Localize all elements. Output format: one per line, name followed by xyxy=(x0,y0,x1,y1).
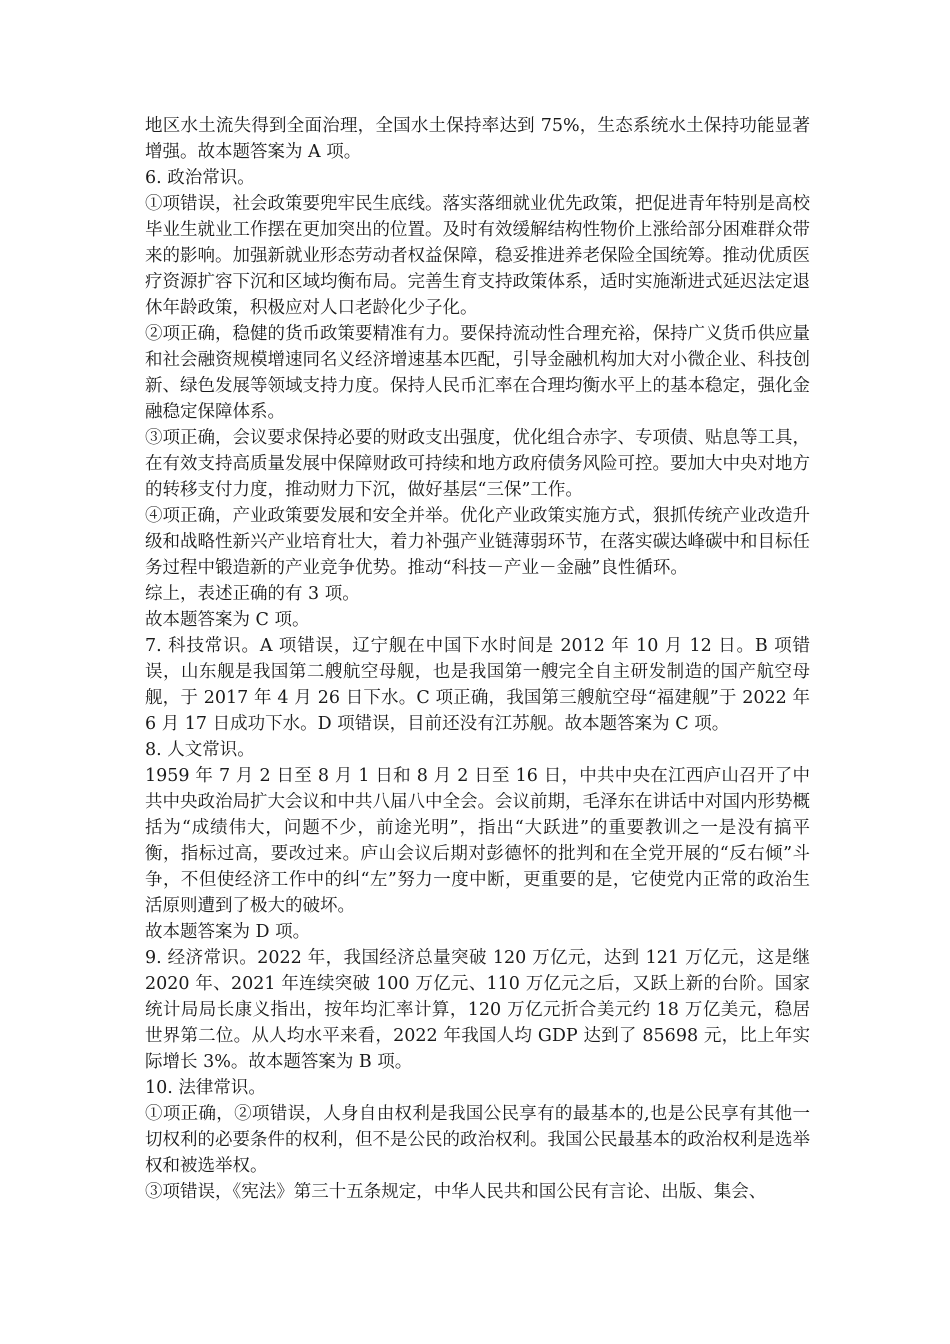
paragraph-soil-conservation: 地区水土流失得到全面治理，全国水土保持率达到 75%，生态系统水土保持功能显著增强。故本题答案为 A 项。 xyxy=(145,116,810,162)
paragraph-q6-summary: 综上，表述正确的有 3 项。 xyxy=(145,584,360,604)
heading-q8-humanities: 8. 人文常识。 xyxy=(145,740,255,760)
paragraph-q10-item3: ③项错误，《宪法》第三十五条规定，中华人民共和国公民有言论、出版、集会、 xyxy=(145,1182,767,1202)
paragraph-q7-technology: 7. 科技常识。A 项错误，辽宁舰在中国下水时间是 2012 年 10 月 12 日。B 项错误，山东舰是我国第二艘航空母舰，也是我国第一艘完全自主研发制造的国产航空母舰，于 2017 年 4 月 26 日下水。C 项正确，我国第三艘航空母“福建舰”于 2022 年 6 月 17 日成功下水。D 项错误，目前还没有江苏舰。故本题答案为 C 项。 xyxy=(145,636,810,734)
paragraph-q6-item1: ①项错误，社会政策要兜牢民生底线。落实落细就业优先政策，把促进青年特别是高校毕业生就业工作摆在更加突出的位置。及时有效缓解结构性物价上涨给部分困难群众带来的影响。加强新就业形态劳动者权益保障，稳妥推进养老保险全国统筹。推动优质医疗资源扩容下沉和区域均衡布局。完善生育支持政策体系，适时实施渐进式延迟法定退休年龄政策，积极应对人口老龄化少子化。 xyxy=(145,194,810,318)
paragraph-q8-answer: 故本题答案为 D 项。 xyxy=(145,922,311,942)
heading-q10-law: 10. 法律常识。 xyxy=(145,1078,266,1098)
paragraph-q8-lushan: 1959 年 7 月 2 日至 8 月 1 日和 8 月 2 日至 16 日，中共中央在江西庐山召开了中共中央政治局扩大会议和中共八届八中全会。会议前期，毛泽东在讲话中对国内形势概括为“成绩伟大，问题不少，前途光明”，指出“大跃进”的重要教训之一是没有搞平衡，指标过高，要改过来。庐山会议后期对彭德怀的批判和在全党开展的“反右倾”斗争，不但使经济工作中的纠“左”努力一度中断，更重要的是，它使党内正常的政治生活原则遭到了极大的破坏。 xyxy=(145,766,810,916)
document-page xyxy=(145,113,810,1205)
paragraph-q6-item3: ③项正确，会议要求保持必要的财政支出强度，优化组合赤字、专项债、贴息等工具，在有效支持高质量发展中保障财政可持续和地方政府债务风险可控。要加大中央对地方的转移支付力度，推动财力下沉，做好基层“三保”工作。 xyxy=(145,428,810,500)
heading-q6-politics: 6. 政治常识。 xyxy=(145,168,255,188)
paragraph-q6-item4: ④项正确，产业政策要发展和安全并举。优化产业政策实施方式，狠抓传统产业改造升级和战略性新兴产业培育壮大，着力补强产业链薄弱环节，在落实碳达峰碳中和目标任务过程中锻造新的产业竞争优势。推动“科技－产业－金融”良性循环。 xyxy=(145,506,810,578)
paragraph-q6-item2: ②项正确，稳健的货币政策要精准有力。要保持流动性合理充裕，保持广义货币供应量和社会融资规模增速同名义经济增速基本匹配，引导金融机构加大对小微企业、科技创新、绿色发展等领域支持力度。保持人民币汇率在合理均衡水平上的基本稳定，强化金融稳定保障体系。 xyxy=(145,324,810,422)
paragraph-q9-economy: 9. 经济常识。2022 年，我国经济总量突破 120 万亿元，达到 121 万亿元，这是继 2020 年、2021 年连续突破 100 万亿元、110 万亿元之后，又跃上新的台阶。国家统计局局长康义指出，按年均汇率计算，120 万亿元折合美元约 18 万亿美元，稳居世界第二位。从人均水平来看，2022 年我国人均 GDP 达到了 85698 元，比上年实际增长 3%。故本题答案为 B 项。 xyxy=(145,948,810,1072)
paragraph-q6-answer: 故本题答案为 C 项。 xyxy=(145,610,310,630)
paragraph-q10-item1-2: ①项正确，②项错误，人身自由权利是我国公民享有的最基本的,也是公民享有其他一切权利的必要条件的权利，但不是公民的政治权利。我国公民最基本的政治权利是选举权和被选举权。 xyxy=(145,1104,810,1176)
